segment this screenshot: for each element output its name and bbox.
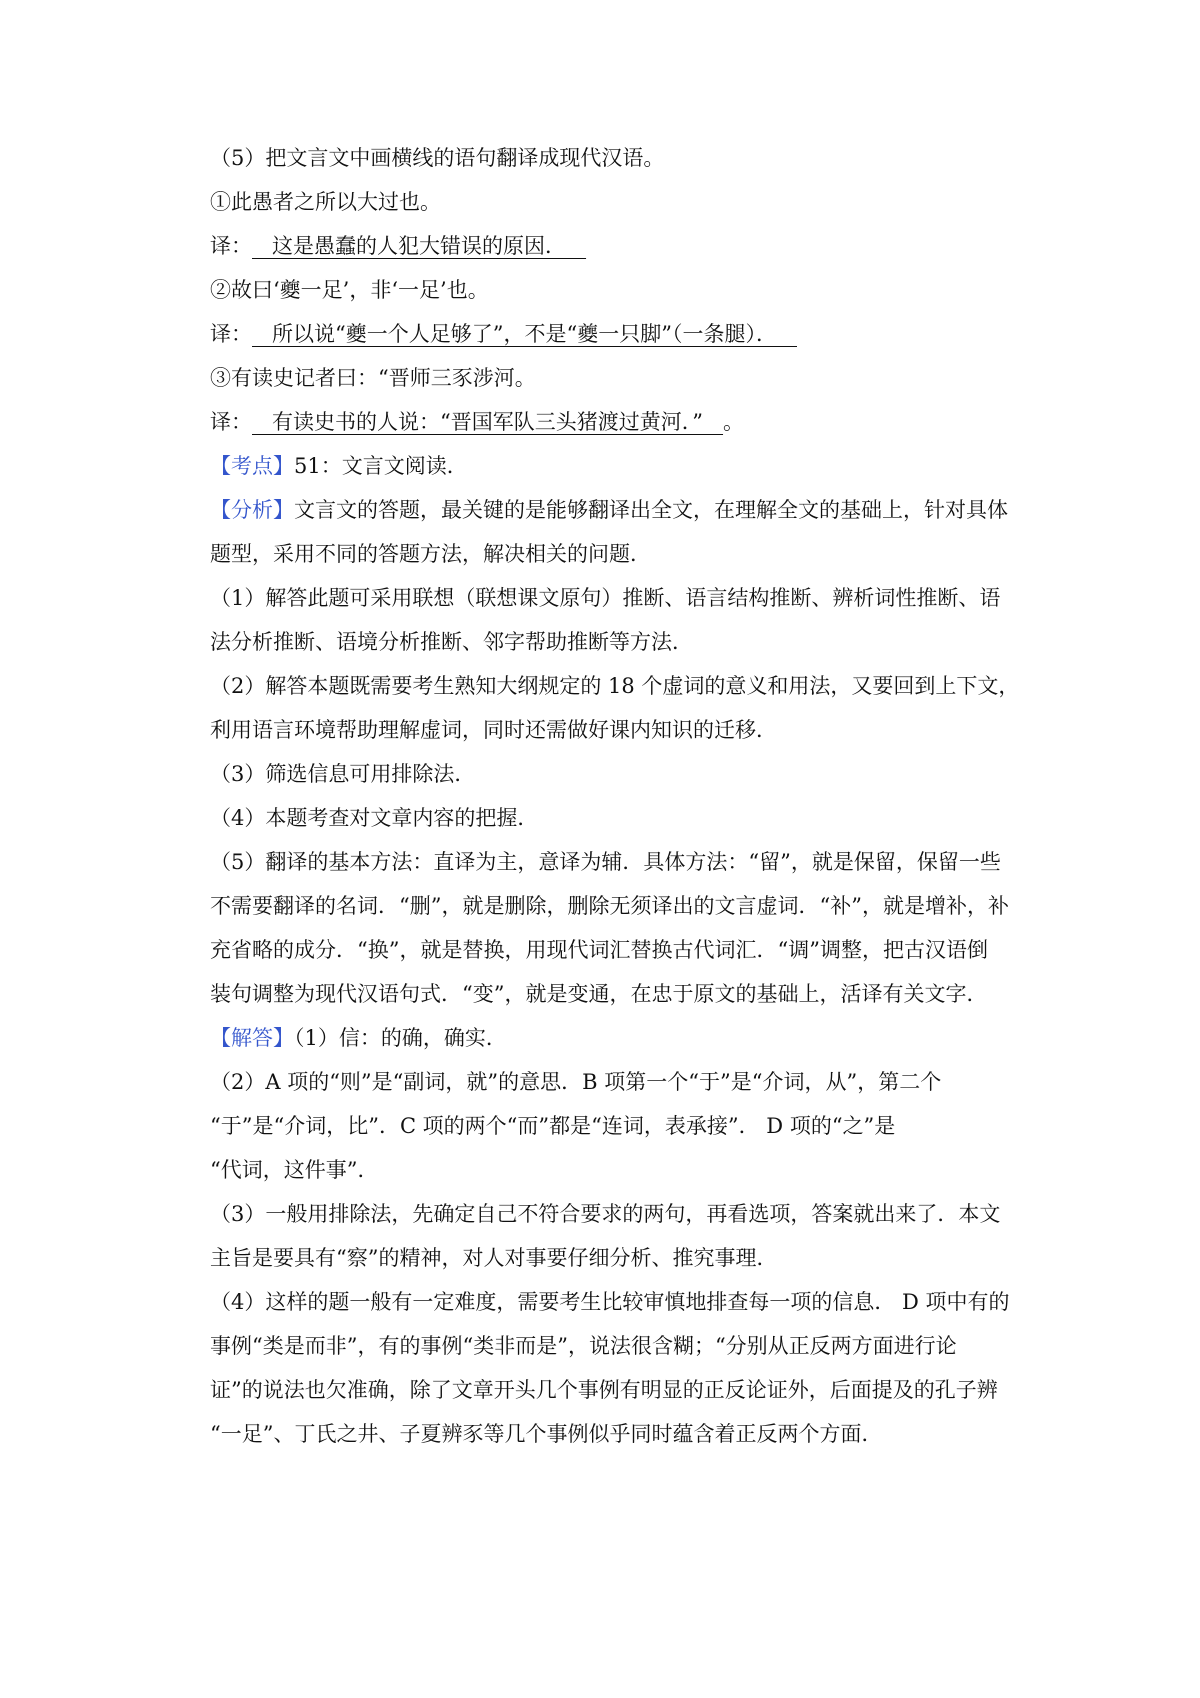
translation-suffix: 。: [723, 410, 745, 434]
fenxi-line-5: （2）解答本题既需要考生熟知大纲规定的 18 个虚词的意义和用法，又要回到上下文，: [210, 674, 1020, 698]
kaodian-text: 51：文言文阅读．: [294, 454, 468, 478]
fenxi-line-8: （4）本题考查对文章内容的把握．: [210, 806, 539, 830]
fenxi-line-12: 装句调整为现代汉语句式．“变”，就是变通，在忠于原文的基础上，活译有关文字．: [210, 982, 988, 1006]
fenxi-line-9: （5）翻译的基本方法：直译为主，意译为辅．具体方法：“留”，就是保留，保留一些: [210, 850, 1001, 874]
jieda-line-1: [210, 1023, 1030, 1053]
translation-3: [210, 407, 1030, 437]
jieda-line-3: “于”是“介词，比”．C 项的两个“而”都是“连词，表承接”． D 项的“之”是: [210, 1114, 896, 1138]
jieda-line-10: “一足”、丁氏之井、子夏辨豕等几个事例似乎同时蕴含着正反两个方面．: [210, 1422, 883, 1446]
fenxi-tag: 【分析】: [210, 498, 294, 522]
jieda-line-6: 主旨是要具有“察”的精神，对人对事要仔细分析、推究事理．: [210, 1246, 778, 1270]
jieda-line-5: （3）一般用排除法，先确定自己不符合要求的两句，再看选项，答案就出来了．本文: [210, 1202, 1001, 1226]
jieda-tag: 【解答】: [210, 1026, 294, 1050]
translation-prefix: 译：: [210, 234, 252, 258]
jieda-line-9: 证”的说法也欠准确，除了文章开头几个事例有明显的正反论证外，后面提及的孔子辨: [210, 1378, 998, 1402]
jieda-text: （1）信：的确，确实．: [294, 1026, 507, 1050]
fenxi-line-3: （1）解答此题可采用联想（联想课文原句）推断、语言结构推断、辨析词性推断、语: [210, 586, 1001, 610]
sentence-1: ①此愚者之所以大过也。: [210, 190, 441, 214]
question-5-heading: （5）把文言文中画横线的语句翻译成现代汉语。: [210, 146, 665, 170]
translation-2: [210, 319, 1030, 349]
fenxi-line-2: 题型，采用不同的答题方法，解决相关的问题．: [210, 542, 651, 566]
fenxi-line-1: [210, 495, 1030, 525]
fenxi-line-11: 充省略的成分．“换”，就是替换，用现代词汇替换古代词汇．“调”调整，把古汉语倒: [210, 938, 988, 962]
translation-answer: 这是愚蠢的人犯大错误的原因．: [252, 234, 587, 258]
fenxi-line-6: 利用语言环境帮助理解虚词，同时还需做好课内知识的迁移．: [210, 718, 777, 742]
jieda-line-2: （2）A 项的“则”是“副词，就”的意思．B 项第一个“于”是“介词，从”，第二个: [210, 1070, 942, 1094]
sentence-2: ②故曰‘夔一足’，非‘一足’也。: [210, 278, 489, 302]
translation-prefix: 译：: [210, 322, 252, 346]
jieda-line-7: （4）这样的题一般有一定难度，需要考生比较审慎地排查每一项的信息． D 项中有的: [210, 1290, 1010, 1314]
fenxi-line-7: （3）筛选信息可用排除法．: [210, 762, 476, 786]
fenxi-text: 文言文的答题，最关键的是能够翻译出全文，在理解全文的基础上，针对具体: [294, 498, 1008, 522]
kaodian-tag: 【考点】: [210, 454, 294, 478]
kaodian-line: [210, 451, 1030, 481]
translation-1: [210, 231, 1030, 261]
translation-answer: 有读史书的人说：“晋国军队三头猪渡过黄河．”: [252, 410, 724, 434]
fenxi-line-4: 法分析推断、语境分析推断、邻字帮助推断等方法．: [210, 630, 693, 654]
jieda-line-4: “代词，这件事”．: [210, 1158, 379, 1182]
fenxi-line-10: 不需要翻译的名词．“删”，就是删除，删除无须译出的文言虚词．“补”，就是增补，补: [210, 894, 1009, 918]
sentence-3: ③有读史记者曰：“晋师三豕涉河。: [210, 366, 536, 390]
translation-prefix: 译：: [210, 410, 252, 434]
jieda-line-8: 事例“类是而非”，有的事例“类非而是”，说法很含糊；“分别从正反两方面进行论: [210, 1334, 957, 1358]
translation-answer: 所以说“夔一个人足够了”，不是“夔一只脚”（一条腿）．: [252, 322, 797, 346]
